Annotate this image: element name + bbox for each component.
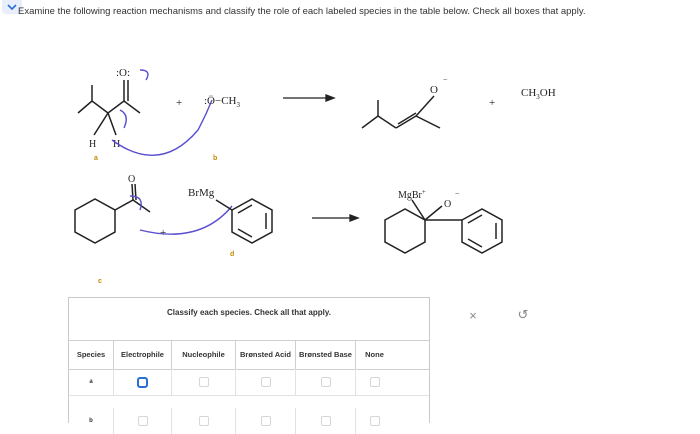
checkbox-b-bronsted-acid[interactable] xyxy=(261,416,271,426)
table-header xyxy=(69,340,429,370)
table-row xyxy=(69,369,429,396)
species-label-d: d xyxy=(230,251,235,258)
checkbox-a-nucleophile[interactable] xyxy=(199,377,209,387)
checkbox-b-none[interactable] xyxy=(370,416,380,426)
curved-arrow-icon xyxy=(112,70,212,155)
header-bronsted-acid: Brønsted Acid xyxy=(236,341,296,369)
checkbox-b-bronsted-base[interactable] xyxy=(321,416,331,426)
checkbox-b-nucleophile[interactable] xyxy=(199,416,209,426)
checkbox-b-electrophile[interactable] xyxy=(138,416,148,426)
plus-sign-2: + xyxy=(489,97,496,109)
ketone-oxygen-2: O xyxy=(128,174,136,185)
species-label-b: b xyxy=(213,155,218,162)
checkbox-a-none[interactable] xyxy=(370,377,380,387)
enolate-charge: − xyxy=(443,75,448,84)
alkoxide-oxygen: O xyxy=(444,199,452,210)
header-nucleophile: Nucleophile xyxy=(172,341,236,369)
species-label-c: c xyxy=(98,278,102,285)
header-none: None xyxy=(365,350,384,359)
table-row xyxy=(69,408,429,434)
alkoxide-charge: − xyxy=(455,189,460,198)
enolate-oxygen: O xyxy=(430,84,438,96)
methoxide: $:Ö-CH_3$ xyxy=(204,95,240,109)
header-electrophile: Electrophile xyxy=(114,341,172,369)
hydrogen-left: H xyxy=(89,139,97,150)
ketone-structure xyxy=(78,80,140,135)
reset-button[interactable] xyxy=(514,306,532,324)
classification-table xyxy=(68,297,430,423)
reaction-arrow-2 xyxy=(312,215,358,221)
cyclohexane-ketone xyxy=(75,184,150,243)
checkbox-a-bronsted-base[interactable] xyxy=(321,377,331,387)
checkbox-a-electrophile[interactable] xyxy=(137,377,148,388)
enolate-structure xyxy=(362,96,440,128)
header-species: Species xyxy=(69,341,114,369)
species-label-a: a xyxy=(94,155,98,162)
header-bronsted-base: Brønsted Base xyxy=(296,341,356,369)
reset-icon: ↺ xyxy=(517,307,529,322)
checkbox-a-bronsted-acid[interactable] xyxy=(261,377,271,387)
question-prompt: Examine the following reaction mechanisms and classify the role of each labeled species in the table below. Check all boxes that apply. xyxy=(18,6,586,17)
reaction-arrow-1 xyxy=(283,95,334,101)
row-species-label: a xyxy=(89,379,93,385)
hydrogen-right: H xyxy=(113,139,121,150)
phenyl-grignard xyxy=(216,199,272,243)
ketone-oxygen: :O: xyxy=(116,67,131,79)
table-title: Classify each species. Check all that apply. xyxy=(167,308,331,317)
row-species-label: b xyxy=(89,418,93,424)
grignard-label: BrMg xyxy=(188,187,215,199)
curved-arrow-2-icon xyxy=(130,196,232,234)
methanol: $CH_3OH$ xyxy=(521,87,556,101)
close-icon: × xyxy=(469,307,477,323)
clear-button[interactable] xyxy=(464,306,482,324)
plus-sign-1: + xyxy=(176,97,183,109)
magnesium-bromide: MgBr+ xyxy=(398,188,426,201)
plus-sign-3: + xyxy=(160,227,167,239)
